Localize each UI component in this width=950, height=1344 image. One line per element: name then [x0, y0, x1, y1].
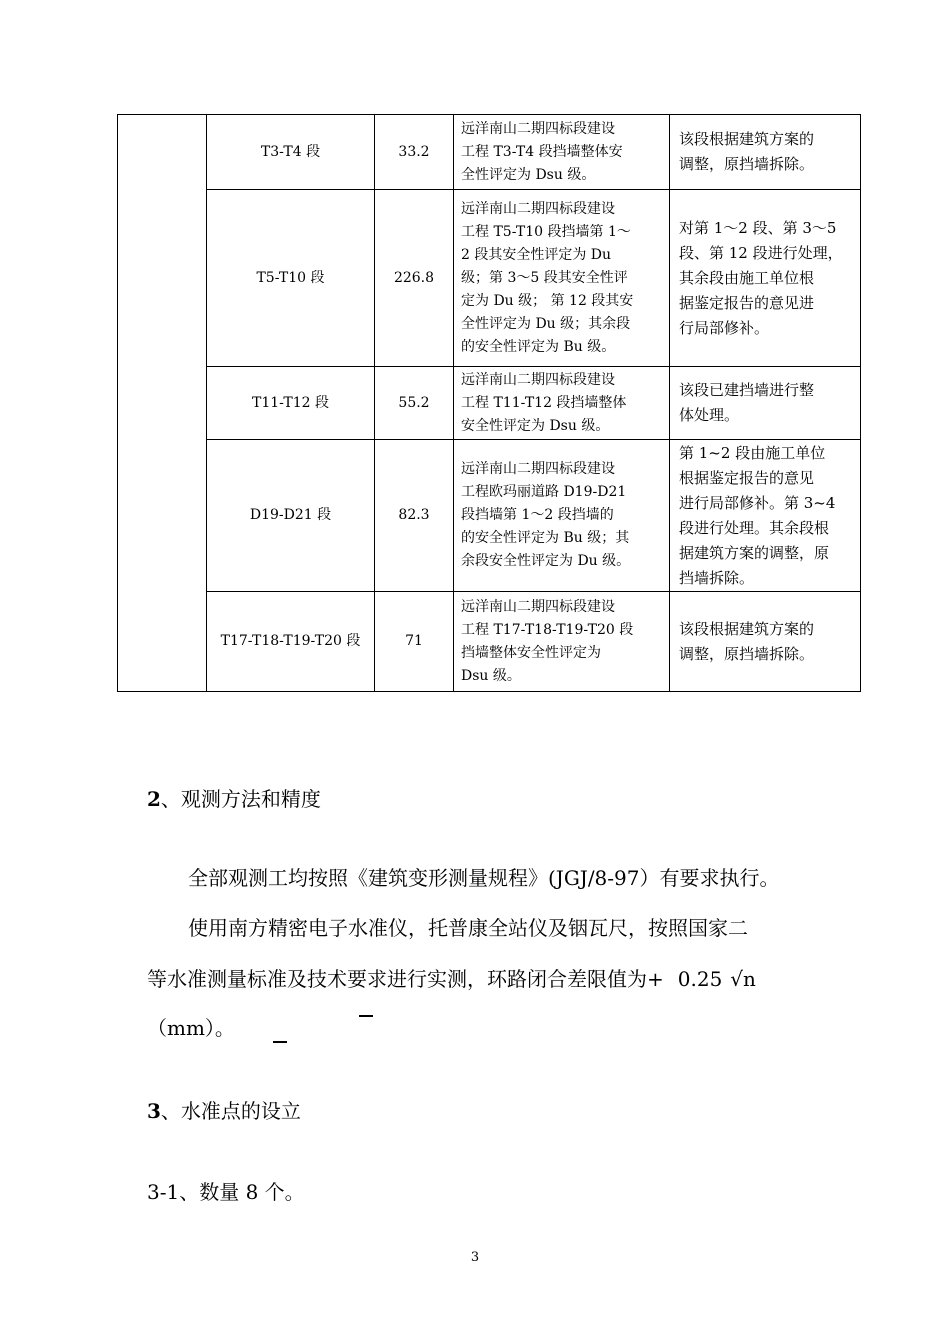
evaluation-line: 段挡墙第 1～2 段挡墙的 [461, 507, 614, 523]
evaluation-line: 的安全性评定为 Bu 级。 [461, 338, 616, 355]
evaluation-line: 2 段其安全性评定为 Du [461, 246, 612, 263]
table-row [118, 440, 861, 592]
segment-length-cell: 82.3 [375, 440, 454, 592]
formula-value: 0.25 [677, 967, 723, 991]
evaluation-line: 定为 Du 级； 第 12 段其安 [461, 292, 634, 309]
evaluation-cell [454, 440, 670, 592]
action-cell [670, 592, 861, 692]
action-cell [670, 367, 861, 440]
action-line: 据建筑方案的调整，原 [679, 543, 830, 562]
evaluation-line: 远洋南山二期四标段建设 [461, 200, 615, 217]
table-row [118, 115, 861, 190]
segment-name-cell: T11-T12 段 [207, 367, 375, 440]
action-line: 调整，原挡墙拆除。 [679, 644, 815, 663]
section3-heading: 3、水准点的设立 [147, 1099, 301, 1123]
evaluation-line: 远洋南山二期四标段建设 [461, 461, 615, 477]
formula-underline [273, 1041, 287, 1043]
formula-overline [359, 1015, 373, 1017]
evaluation-line: Dsu 级。 [461, 667, 521, 684]
section2-paragraph-1: 全部观测工均按照《建筑变形测量规程》(JGJ/8-97）有要求执行。 [188, 866, 780, 890]
action-line: 行局部修补。 [679, 318, 770, 337]
evaluation-line: 工程 T11-T12 段挡墙整体 [461, 394, 627, 411]
section2-paragraph-2-line1: 使用南方精密电子水准仪，托普康全站仪及铟瓦尺，按照国家二 [188, 916, 748, 940]
evaluation-line: 远洋南山二期四标段建设 [461, 120, 615, 137]
action-line: 调整，原挡墙拆除。 [679, 155, 815, 173]
segment-name-cell: T5-T10 段 [207, 190, 375, 367]
evaluation-line: 工程 T17-T18-T19-T20 段 [461, 621, 634, 638]
action-line: 体处理。 [679, 406, 740, 424]
evaluation-line: 全性评定为 Dsu 级。 [461, 166, 596, 183]
table-row [118, 367, 861, 440]
section2-paragraph-2-line2: 等水准测量标准及技术要求进行实测，环路闭合差限值为+ 0.25 √n [147, 967, 756, 991]
evaluation-cell [454, 115, 670, 190]
action-line: 第 1~2 段由施工单位 [679, 443, 826, 462]
action-line: 据鉴定报告的意见进 [679, 293, 815, 312]
segment-name-cell: T17-T18-T19-T20 段 [207, 592, 375, 692]
evaluation-cell [454, 190, 670, 367]
evaluation-line: 余段安全性评定为 Du 级。 [461, 553, 631, 569]
evaluation-line: 挡墙整体安全性评定为 [461, 644, 601, 661]
action-line: 段进行处理。其余段根 [679, 518, 830, 537]
action-line: 该段根据建筑方案的 [679, 130, 815, 148]
action-line: 其余段由施工单位根 [679, 268, 815, 287]
evaluation-line: 的安全性评定为 Bu 级；其 [461, 530, 630, 546]
section3-1-quantity: 3-1、数量 8 个。 [147, 1180, 305, 1204]
action-line: 该段已建挡墙进行整 [679, 381, 815, 399]
segment-table [117, 114, 861, 692]
segment-length-cell: 55.2 [375, 367, 454, 440]
formula-plus: + [647, 967, 664, 991]
action-cell [670, 190, 861, 367]
action-line: 该段根据建筑方案的 [679, 619, 815, 638]
segment-name-cell: D19-D21 段 [207, 440, 375, 592]
table-row [118, 190, 861, 367]
action-line: 段、第 12 段进行处理， [679, 243, 843, 262]
action-line: 对第 1～2 段、第 3～5 [679, 218, 837, 237]
evaluation-cell [454, 592, 670, 692]
segment-name-cell: T3-T4 段 [207, 115, 375, 190]
segment-length-cell: 71 [375, 592, 454, 692]
evaluation-line: 工程 T3-T4 段挡墙整体安 [461, 143, 623, 160]
evaluation-line: 全性评定为 Du 级；其余段 [461, 315, 631, 332]
action-cell [670, 440, 861, 592]
section2-paragraph-2-line3: （mm）。 [147, 1016, 235, 1040]
segment-length-cell: 33.2 [375, 115, 454, 190]
evaluation-line: 工程欧玛丽道路 D19-D21 [461, 484, 627, 500]
formula-root: √n [730, 967, 756, 991]
table-row [118, 592, 861, 692]
blank-category-cell [118, 115, 207, 692]
action-line: 挡墙拆除。 [679, 568, 755, 587]
segment-length-cell: 226.8 [375, 190, 454, 367]
evaluation-line: 远洋南山二期四标段建设 [461, 371, 615, 388]
action-cell [670, 115, 861, 190]
evaluation-line: 级；第 3～5 段其安全性评 [461, 269, 628, 286]
section2-heading: 2、观测方法和精度 [147, 787, 321, 811]
evaluation-line: 安全性评定为 Dsu 级。 [461, 417, 610, 434]
action-line: 进行局部修补。第 3~4 [679, 493, 836, 512]
evaluation-line: 远洋南山二期四标段建设 [461, 598, 615, 615]
action-line: 根据鉴定报告的意见 [679, 468, 815, 487]
page-number: 3 [470, 1250, 480, 1265]
evaluation-cell [454, 367, 670, 440]
evaluation-line: 工程 T5-T10 段挡墙第 1～ [461, 223, 631, 240]
